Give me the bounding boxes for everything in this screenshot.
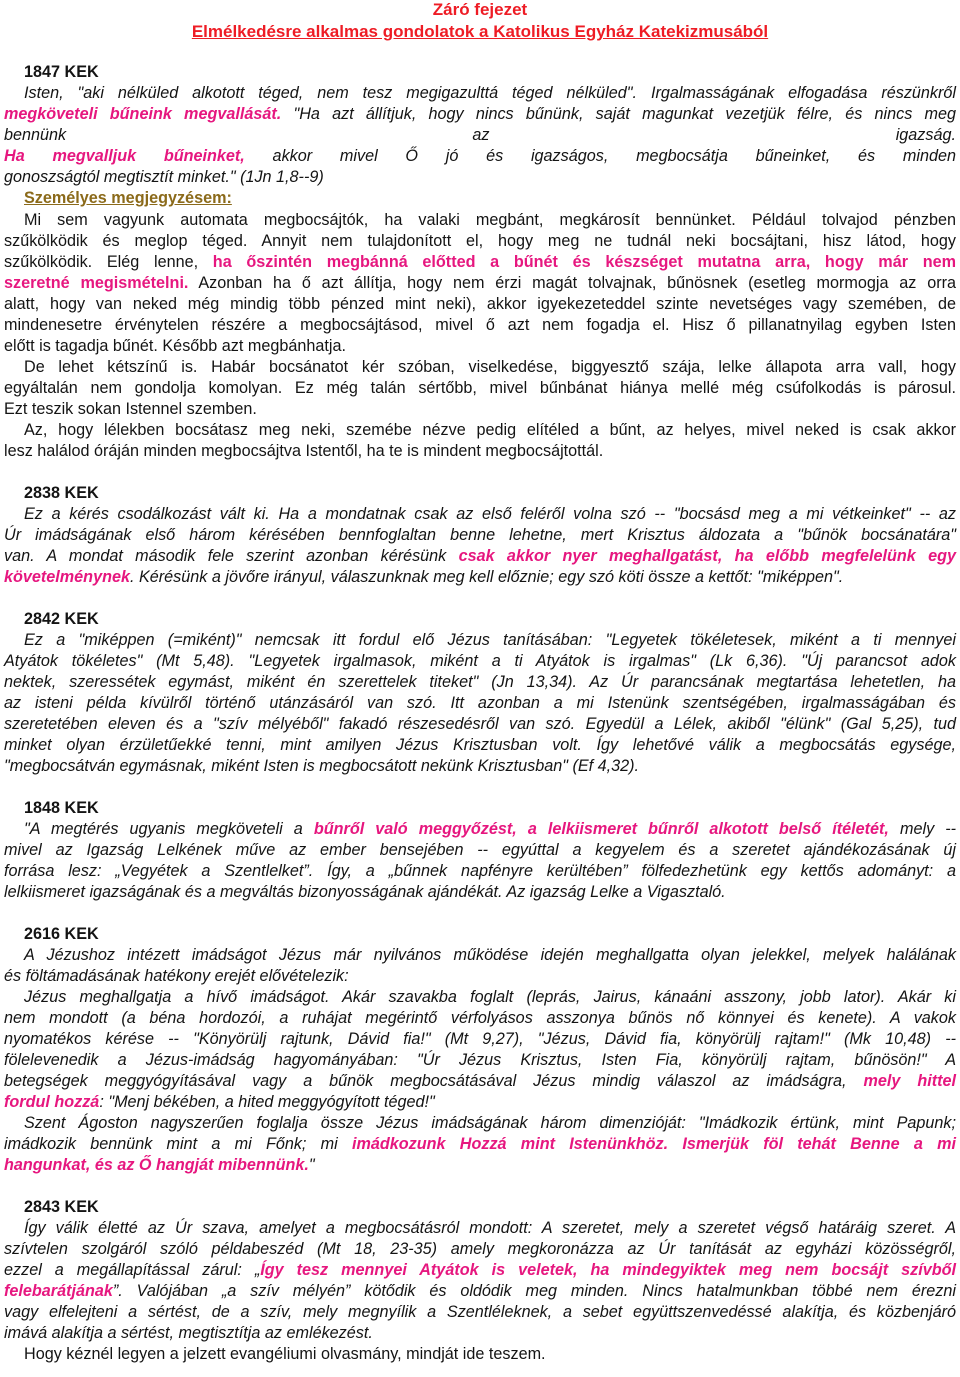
paragraph-line: Szent Ágoston nagyszerűen foglalja össze Jézus imádságának három dimenzióját: "Imádkozik értünk, mint Papunk; <box>24 1114 956 1132</box>
paragraph-line: Ezt teszik sokan Istennel szemben. <box>4 400 257 418</box>
line-text: Azonban ha ő azt állítja, hogy nem érzi magát tolvajnak, bűnösnek (esetleg mormogja az orra <box>188 274 956 292</box>
line-text: "Ha azt állítjuk, hogy nincs bűnünk, saját magunkat vezetjük félre, és nincs meg <box>281 105 956 123</box>
paragraph-line <box>4 104 956 125</box>
paragraph-line: forrása lesz: „Vegyétek a Szentlelket”. Így, a „bűnnek napfényre kerültében” fölfedezhetünk egy kettős adományt: a <box>4 862 956 880</box>
section-heading-2842: 2842 KEK <box>24 610 99 628</box>
document-header <box>0 0 960 43</box>
page-subtitle: Elmélkedésre alkalmas gondolatok a Katolikus Egyház Katekizmusából <box>191 22 769 41</box>
line-text: betegségek meggyógyításával vagy a bűnök megbocsátásával Jézus mindig válaszol az imádságra, <box>4 1072 847 1090</box>
paragraph-line: szűkölködik és meglop téged. Annyit nem tulajdonított el, hogy meg ne tudnál neki bocsájtani, hisz látod, hogy <box>4 232 956 250</box>
paragraph-line: Hogy kéznél legyen a jelzett evangéliumi olvasmány, mindját ide teszem. <box>24 1345 546 1363</box>
paragraph-line: imává alakítja a sértést, megtisztítja az emlékezést. <box>4 1324 373 1342</box>
highlight-text: megköveteli bűneink megvallását. <box>4 105 282 123</box>
paragraph-line: fölelevenedik a Jézus-imádság hagyományában: "Úr Jézus Krisztus, Isten Fia, könyörülj rajtam, bűnösön!" A <box>4 1051 956 1069</box>
paragraph-line <box>4 146 956 167</box>
paragraph-line <box>4 273 956 294</box>
line-text: akkor mivel Ő jó és igazságos, megbocsátja bűneinket, és minden <box>244 147 956 165</box>
paragraph-line: Ez a "miképpen (=miként)" nemcsak itt fordul elő Jézus tanításában: "Legyetek tökéletesek, miként a ti mennyei <box>24 631 956 649</box>
paragraph-line: Úr imádságának első három kérésében bennfoglaltan benne lehetne, mert Krisztus áldozata a "bűnök bocsánatára" <box>4 526 956 544</box>
paragraph-line: Az, hogy lélekben bocsátasz meg neki, szemébe nézve pedig elítéled a bűnt, az helyes, mivel neked is csak akkor <box>24 421 956 439</box>
paragraph-line: mivel az Igazság Lelkének műve az ember bensejében -- egyúttal a kegyelem és a szeretet ajándékozásának új <box>4 841 956 859</box>
paragraph-line: A Jézushoz intézett imádságot Jézus már nyilvános működése idején meghallgatta olyan jelekkel, melyek halálának <box>24 946 956 964</box>
highlight-text: fordul hozzá <box>4 1093 100 1111</box>
highlight-text: Ha megvalljuk bűneinket, <box>4 147 245 165</box>
paragraph-line <box>4 1008 956 1029</box>
paragraph-line: előtt is tagadja bűnét. Később azt megbánhatja. <box>4 337 346 355</box>
highlight-text: Így tesz mennyei Atyátok is veletek, ha mindegyiktek meg nem bocsájt szívből <box>260 1261 956 1279</box>
paragraph-line: Isten, "aki nélküled alkotott téged, nem tesz megigazulttá téged nélküled". Irgalmasságának elfogadása részünkről <box>24 84 956 102</box>
paragraph-line: szívtelen szolgáról szóló példabeszéd (Mt 18, 23-35) amely megkoronázza az Úr tanítását az egyházi közösségről, <box>4 1240 956 1258</box>
paragraph-line: Így válik életté az Úr szava, amelyet a megbocsátásról mondott: A szeretet, mely a szeretet végső határáig szeret. A <box>24 1219 956 1237</box>
line-text: : "Menj békében, a hited meggyógyított téged!" <box>99 1093 435 1111</box>
section-heading-1848: 1848 KEK <box>24 799 99 817</box>
paragraph-line: minket olyan érzületűekké tenni, mint amilyen Jézus Krisztusban volt. Így lehetővé válik a megbocsátás egysége, <box>4 736 956 754</box>
paragraph-line: Mi sem vagyunk automata megbocsájtók, ha valaki megbánt, megkárosít bennünket. Például tolvajod pénzben <box>24 211 956 229</box>
paragraph-line: szeretetében eleven és a "szív mélyéből" fakadó részesedésről van szó. Egyedül a Lélek, akiből "élünk" (Gal 5,25), tud <box>4 715 956 733</box>
paragraph-line <box>4 1092 956 1113</box>
paragraph-line: Jézus meghallgatja a hívő imádságot. Akár szavakba foglalt (leprás, Jairus, kánaáni asszony, jobb lator). Akár ki <box>24 988 956 1006</box>
section-heading-2843: 2843 KEK <box>24 1198 99 1216</box>
paragraph-line <box>4 125 956 146</box>
line-text: nem mondott (a béna hordozói, <box>4 1009 280 1027</box>
paragraph-line <box>4 1260 956 1281</box>
section-heading-2616: 2616 KEK <box>24 925 99 943</box>
paragraph-line: az isteni példa kívülről történő utánzásáról van szó. Itt azonban a mi Istenünk szentségében, irgalmasságában és <box>4 694 956 712</box>
line-text: szűkölködik. Elég lenne, <box>4 253 199 271</box>
paragraph-line: nyomatékos kérése -- "Könyörülj rajtunk, Dávid fia!" (Mt 9,27), "Jézus, Dávid fia, könyörülj rajtam!" (Mk 10,48) -- <box>4 1030 956 1048</box>
paragraph-line: alatt, hogy van neked még mindig több pénzed mint neki), akkor igyekezeteddel szinte nevetséges vagy szemében, de <box>4 295 956 313</box>
paragraph-line: Ez a kérés csodálkozást vált ki. Ha a mondatnak csak az első feléről volna szó -- "bocsásd meg a mi vétkeinket" -- az <box>24 505 956 523</box>
line-text: a ruhájat megérintő vérfolyásos asszonya bűnös nő könnyei és kenete). A vakok <box>279 1009 956 1027</box>
paragraph-line: "megbocsátván egymásnak, miként Isten is megbocsátott nekünk Krisztusban" (Ef 4,32). <box>4 757 640 775</box>
paragraph-line: vagy elfelejteni a sértést, de a szív, mely megnyílik a Szentléleknek, a sebet együttszenvedéssé alakítja, és közbenjáró <box>4 1303 956 1321</box>
paragraph-line: De lehet kétszínű is. Habár bocsánatot kér szóban, viselkedése, biggyesztő szája, lelke állapota arra vall, hogy <box>24 358 956 376</box>
paragraph-line <box>4 1155 956 1176</box>
line-text: mely -- <box>888 820 957 838</box>
line-text: ezzel a megállapítással zárul: „ <box>4 1261 261 1279</box>
paragraph-line: bennünk az igazság. <box>4 126 956 144</box>
highlight-text: imádkozunk Hozzá mint Istenünkhöz. Ismerjük föl tehát Benne a mi <box>337 1135 956 1153</box>
paragraph-line: lelkiismeret igazságának és a megváltás bizonyosságának ajándékát. Az igazság Lelke a Vigasztaló. <box>4 883 726 901</box>
personal-note-heading: Személyes megjegyzésem: <box>24 189 232 207</box>
paragraph-line: mindenesetre érvénytelen részére a megbocsájtásod, mivel ő azt nem fogadja el. Hisz ő pillanatnyilag egyben Isten <box>4 316 956 334</box>
highlight-text: ha őszintén megbánná előtted a bűnét és készséget mutatna arra, hogy már nem <box>198 253 956 271</box>
line-text: imádkozik bennünk mint a mi Főnk; mi <box>4 1135 338 1153</box>
highlight-text: bűnről való meggyőzést, a lelkiismeret bűnről alkotott belső ítéletét, <box>302 820 889 838</box>
paragraph-line: egyáltalán nem gondolja komolyan. Ez még talán sértőbb, mivel bűnbánat hiánya mellé még csúfolkodás is párosul. <box>4 379 956 397</box>
paragraph-line: és föltámadásának hatékony erejét elővételezik: <box>4 967 349 985</box>
paragraph-line: gonoszságtól megtisztít minket." (1Jn 1,8--9) <box>4 168 324 186</box>
paragraph-line <box>24 819 956 840</box>
paragraph-line: nektek, szeressétek egymást, miként én szerettelek titeket" (Jn 13,34). Az Úr parancsának megtartása lehetetlen, ha <box>4 673 956 691</box>
section-heading-1847: 1847 KEK <box>24 63 99 81</box>
line-text: " <box>308 1156 315 1174</box>
paragraph-line <box>4 252 956 273</box>
paragraph-line <box>4 546 956 567</box>
page-title: Záró fejezet <box>432 0 528 19</box>
paragraph-line: Atyátok tökéletes" (Mt 5,48). "Legyetek irgalmasok, miként a ti Atyátok is irgalmas" (Lk 6,36). "Új parancsot adok <box>4 652 956 670</box>
line-text: van. A mondat második fele szerint azonban kérésünk <box>4 547 447 565</box>
paragraph-line <box>4 1281 956 1302</box>
highlight-text: hangunkat, és az Ő hangját mibennünk. <box>4 1156 309 1174</box>
paragraph-line: lesz halálod óráján minden megbocsájtva Istentől, ha te is mindent megbocsájtottál. <box>4 442 604 460</box>
paragraph-line <box>4 567 956 588</box>
line-text: . Kérésünk a jövőre irányul, válaszunknak meg kell előznie; egy szó köti össze a kettőt: "miképpen". <box>129 568 844 586</box>
paragraph-line <box>4 1134 956 1155</box>
paragraph-line <box>4 1071 956 1092</box>
line-text: ”. Valójában „a szív mélyén” kötődik és oldódik meg minden. Nincs hatalmunkban többé nem érezni <box>112 1282 956 1300</box>
highlight-text: mely hittel <box>846 1072 956 1090</box>
highlight-text: csak akkor nyer meghallgatást, ha előbb megfelelünk egy <box>446 547 956 565</box>
highlight-text: szeretné megismételni. <box>4 274 189 292</box>
highlight-text: követelménynek <box>4 568 130 586</box>
section-heading-2838: 2838 KEK <box>24 484 99 502</box>
highlight-text: felebarátjának <box>4 1282 113 1300</box>
line-text: "A megtérés ugyanis megköveteli a <box>24 820 303 838</box>
